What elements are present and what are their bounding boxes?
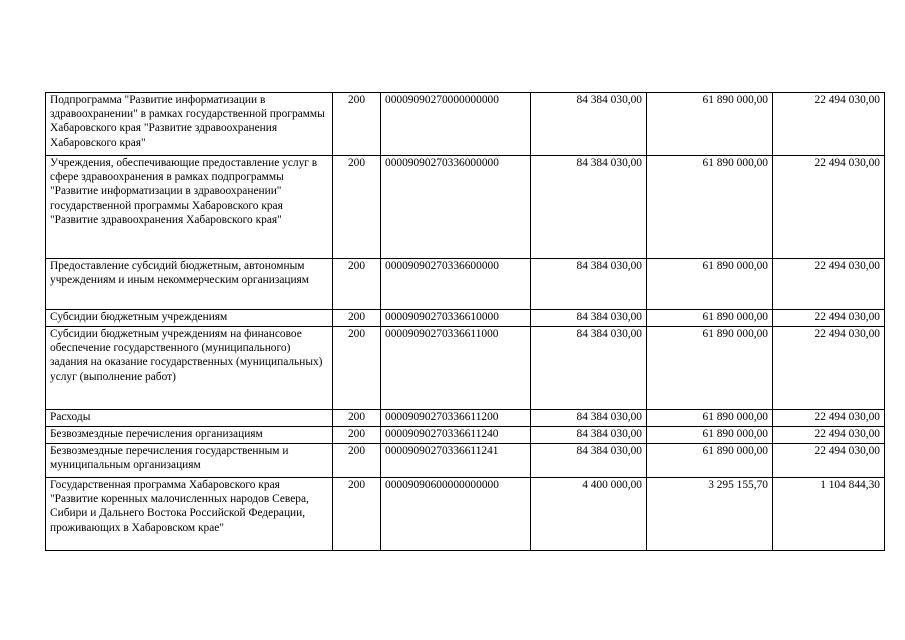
row-code-cell: 200 [333, 259, 381, 310]
table-row [46, 444, 885, 478]
row-amount-total-cell: 84 384 030,00 [531, 156, 647, 259]
table-row [46, 93, 885, 156]
row-amount-executed-cell: 61 890 000,00 [647, 410, 773, 427]
row-code-cell: 200 [333, 327, 381, 410]
row-amount-remaining-cell: 22 494 030,00 [773, 310, 885, 327]
row-amount-executed-cell: 61 890 000,00 [647, 156, 773, 259]
table-row [46, 259, 885, 310]
row-code-cell: 200 [333, 427, 381, 444]
row-amount-executed-cell: 3 295 155,70 [647, 478, 773, 551]
row-code-cell: 200 [333, 478, 381, 551]
row-amount-remaining-cell: 22 494 030,00 [773, 327, 885, 410]
row-amount-total-cell: 84 384 030,00 [531, 310, 647, 327]
row-amount-total-cell: 4 400 000,00 [531, 478, 647, 551]
table-row [46, 310, 885, 327]
row-name-cell: Предоставление субсидий бюджетным, автономным учреждениям и иным некоммерческим организациям [46, 259, 333, 310]
row-code-cell: 200 [333, 310, 381, 327]
row-amount-executed-cell: 61 890 000,00 [647, 93, 773, 156]
row-code-cell: 200 [333, 444, 381, 478]
row-csr-cell: 00009090270336610000 [381, 310, 531, 327]
row-amount-executed-cell: 61 890 000,00 [647, 259, 773, 310]
row-csr-cell: 00009090270336611240 [381, 427, 531, 444]
row-amount-total-cell: 84 384 030,00 [531, 93, 647, 156]
row-code-cell: 200 [333, 410, 381, 427]
row-name-cell: Субсидии бюджетным учреждениям на финансовое обеспечение государственного (муниципального) задания на оказание государственных (муниципальных) услуг (выполнение работ) [46, 327, 333, 410]
row-amount-total-cell: 84 384 030,00 [531, 410, 647, 427]
row-name-cell: Учреждения, обеспечивающие предоставление услуг в сфере здравоохранения в рамках подпрограммы "Развитие информатизации в здравоохранении" государственной программы Хабаровского края "Развитие здравоохранения Хабаровского края" [46, 156, 333, 259]
row-name-cell: Подпрограмма "Развитие информатизации в здравоохранении" в рамках государственной программы Хабаровского края "Развитие здравоохранения Хабаровского края" [46, 93, 333, 156]
row-amount-remaining-cell: 22 494 030,00 [773, 259, 885, 310]
row-name-cell: Расходы [46, 410, 333, 427]
table-row [46, 156, 885, 259]
row-code-cell: 200 [333, 156, 381, 259]
row-amount-total-cell: 84 384 030,00 [531, 259, 647, 310]
row-amount-executed-cell: 61 890 000,00 [647, 427, 773, 444]
table-row [46, 410, 885, 427]
row-amount-total-cell: 84 384 030,00 [531, 444, 647, 478]
table-row [46, 327, 885, 410]
row-amount-total-cell: 84 384 030,00 [531, 327, 647, 410]
budget-execution-table [45, 92, 885, 551]
row-csr-cell: 00009090600000000000 [381, 478, 531, 551]
row-amount-remaining-cell: 1 104 844,30 [773, 478, 885, 551]
row-csr-cell: 00009090270336611000 [381, 327, 531, 410]
row-amount-remaining-cell: 22 494 030,00 [773, 410, 885, 427]
table-row [46, 478, 885, 551]
table-row [46, 427, 885, 444]
row-csr-cell: 00009090270336611200 [381, 410, 531, 427]
row-amount-remaining-cell: 22 494 030,00 [773, 444, 885, 478]
row-csr-cell: 00009090270336000000 [381, 156, 531, 259]
row-amount-executed-cell: 61 890 000,00 [647, 310, 773, 327]
row-name-cell: Безвозмездные перечисления организациям [46, 427, 333, 444]
row-csr-cell: 00009090270336600000 [381, 259, 531, 310]
row-csr-cell: 00009090270336611241 [381, 444, 531, 478]
row-amount-remaining-cell: 22 494 030,00 [773, 93, 885, 156]
row-amount-remaining-cell: 22 494 030,00 [773, 427, 885, 444]
row-amount-remaining-cell: 22 494 030,00 [773, 156, 885, 259]
row-csr-cell: 00009090270000000000 [381, 93, 531, 156]
row-name-cell: Государственная программа Хабаровского края "Развитие коренных малочисленных народов Севера, Сибири и Дальнего Востока Российской Федерации, проживающих в Хабаровском крае" [46, 478, 333, 551]
row-amount-total-cell: 84 384 030,00 [531, 427, 647, 444]
row-name-cell: Безвозмездные перечисления государственным и муниципальным организациям [46, 444, 333, 478]
row-name-cell: Субсидии бюджетным учреждениям [46, 310, 333, 327]
row-amount-executed-cell: 61 890 000,00 [647, 444, 773, 478]
table-body [46, 93, 885, 551]
row-amount-executed-cell: 61 890 000,00 [647, 327, 773, 410]
row-code-cell: 200 [333, 93, 381, 156]
